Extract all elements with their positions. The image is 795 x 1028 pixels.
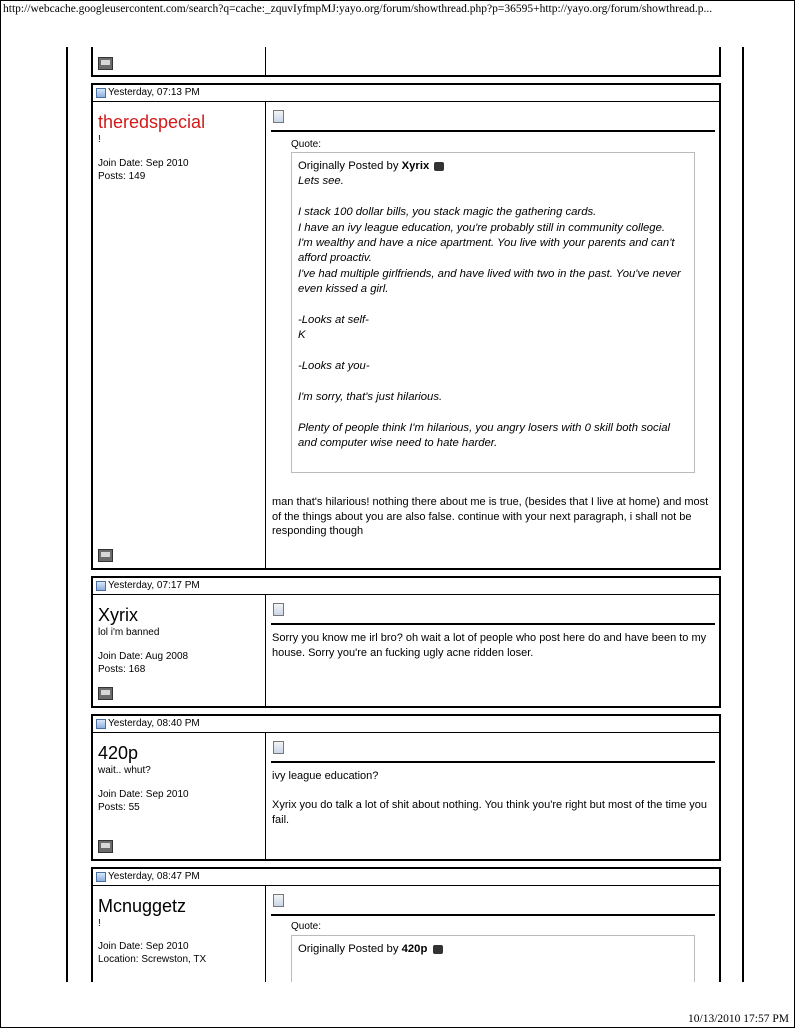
post-header — [93, 869, 719, 886]
message-column — [267, 886, 719, 987]
join-date: Join Date: Aug 2008 — [98, 651, 189, 662]
post-icon — [96, 872, 106, 882]
post-header — [93, 578, 719, 595]
message-column — [267, 102, 719, 568]
post-body: man that's hilarious! nothing there about me is true, (besides that I live at home) and most of the things about you are also false. continue with your next paragraph, i shall not be responding though — [272, 496, 709, 537]
post-date: Yesterday, 07:17 PM — [108, 580, 200, 591]
join-date: Join Date: Sep 2010 — [98, 789, 189, 800]
user-title: ! — [98, 134, 101, 145]
quote-by-prefix: Originally Posted by — [298, 160, 399, 172]
quote-label: Quote: — [291, 139, 322, 150]
join-date: Join Date: Sep 2010 — [98, 158, 189, 169]
offline-status-icon — [98, 549, 113, 562]
post-message-icon — [273, 110, 284, 123]
post-date: Yesterday, 07:13 PM — [108, 87, 200, 98]
user-column — [93, 733, 266, 859]
view-post-icon[interactable] — [434, 162, 444, 171]
user-column — [93, 102, 266, 568]
message-divider — [271, 914, 715, 916]
post-header — [93, 85, 719, 102]
message-column — [267, 733, 719, 859]
post-count: Posts: 149 — [98, 170, 146, 182]
join-date: Join Date: Sep 2010 — [98, 941, 189, 952]
quote-author: Xyrix — [401, 160, 430, 172]
post-mcnuggetz — [91, 867, 721, 987]
user-title: wait.. whut? — [98, 765, 151, 776]
offline-status-icon — [98, 840, 113, 853]
offline-status-icon — [98, 57, 113, 70]
user-column — [93, 595, 266, 706]
post-message-icon — [273, 741, 284, 754]
quote-text: Lets see. I stack 100 dollar bills, you stack magic the gathering cards. I have an ivy league education, you're probably still in community college. I'm wealthy and have a nice apartment. You live with your parents and can't afford proactiv. I've had multiple girlfriends, and have lived with two in the past. You've never even kissed a girl. -Looks at self- K -Looks at you- I'm sorry, that's just hilarious. Plenty of people think I'm hilarious, you angry losers with 0 skill both social and computer wise need to hate harder. — [298, 175, 681, 450]
message-divider — [271, 761, 715, 763]
username-link[interactable]: theredspecial — [98, 112, 206, 132]
quote-attribution — [298, 159, 688, 174]
user-meta — [98, 789, 189, 814]
user-meta — [98, 158, 189, 183]
post-body-line-1: ivy league education? — [272, 770, 379, 782]
message-divider — [271, 623, 715, 625]
view-post-icon[interactable] — [433, 945, 443, 954]
quote-label: Quote: — [291, 921, 322, 932]
user-column — [93, 886, 266, 987]
quote-by-prefix: Originally Posted by — [298, 943, 399, 955]
post-icon — [96, 581, 106, 591]
left-page-border — [66, 47, 68, 982]
offline-status-icon — [98, 687, 113, 700]
user-location: Location: Screwston, TX — [98, 953, 207, 965]
username-link[interactable]: Xyrix — [98, 605, 138, 625]
post-420p — [91, 714, 721, 861]
username-link[interactable]: Mcnuggetz — [98, 896, 187, 916]
user-title: lol i'm banned — [98, 627, 160, 638]
post-header — [93, 716, 719, 733]
post-icon — [96, 88, 106, 98]
username-link[interactable]: 420p — [98, 743, 139, 763]
post-icon — [96, 719, 106, 729]
user-column — [93, 47, 266, 75]
post-count: Posts: 55 — [98, 801, 140, 813]
post-message-icon — [273, 603, 284, 616]
quote-author: 420p — [401, 943, 428, 955]
post-date: Yesterday, 08:40 PM — [108, 718, 200, 729]
previous-post-fragment — [91, 47, 721, 77]
post-date: Yesterday, 08:47 PM — [108, 871, 200, 882]
user-meta — [98, 941, 206, 966]
print-timestamp: 10/13/2010 17:57 PM — [688, 1013, 789, 1025]
post-body: Sorry you know me irl bro? oh wait a lot of people who post here do and have been to my house. Sorry you're an fucking ugly acne ridden loser. — [272, 632, 707, 659]
message-column — [267, 595, 719, 706]
post-theredspecial — [91, 83, 721, 570]
user-meta — [98, 651, 188, 676]
right-page-border — [742, 47, 744, 982]
post-message-icon — [273, 894, 284, 907]
page-bottom-area — [1, 982, 794, 1027]
quote-attribution — [298, 942, 688, 957]
message-divider — [271, 130, 715, 132]
quote-box — [291, 152, 695, 473]
post-count: Posts: 168 — [98, 663, 146, 675]
user-title: ! — [98, 918, 101, 929]
post-body-line-2: Xyrix you do talk a lot of shit about nothing. You think you're right but most of the time you fail. — [272, 799, 708, 826]
post-xyrix — [91, 576, 721, 708]
page-url-header: http://webcache.googleusercontent.com/search?q=cache:_zquvIyfmpMJ:yayo.org/forum/showthread.php?p=36595+http://yayo.org/forum/showthread.p... — [3, 3, 713, 15]
